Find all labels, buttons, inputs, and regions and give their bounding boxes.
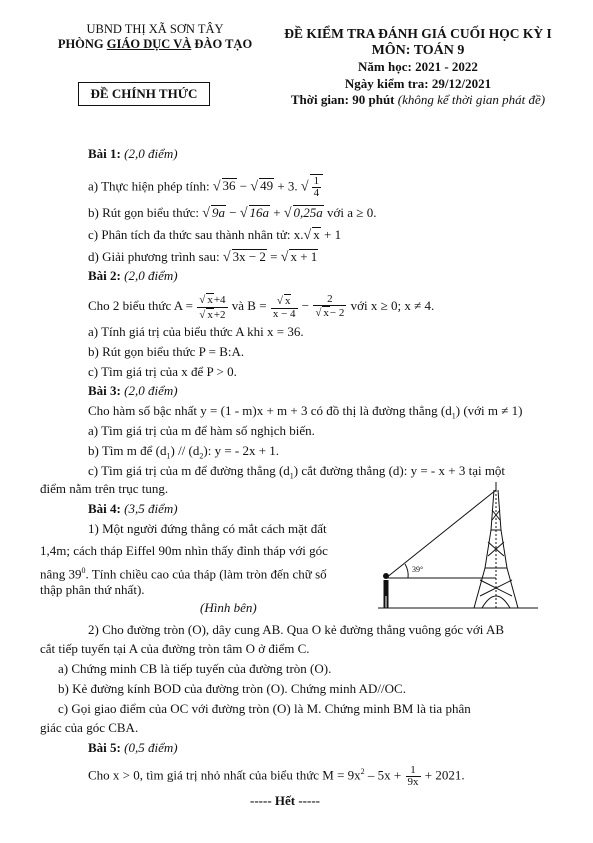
problem-4-1-line-3: nâng $39^0$. Tính chiều cao của tháp (làm tròn đến chữ số: [40, 566, 327, 582]
exam-subject: MÔN: TOÁN 9: [371, 42, 465, 58]
problem-4-2-line-1: 2) Cho đường tròn (O), dây cung AB. Qua O kẻ đường thẳng vuông góc với AB: [88, 622, 505, 637]
angle-label: 39°: [412, 565, 424, 574]
problem-2c: c) Tìm giá trị của x để P > 0.: [88, 364, 237, 379]
problem-4-2c-line-1: c) Gọi giao điểm của OC với đường tròn (O) là M. Chứng minh BM là tia phân: [58, 701, 471, 716]
end-of-exam: ----- Hết -----: [250, 793, 321, 808]
problem-3-heading: Bài 3: (2,0 điểm): [88, 383, 178, 398]
problem-3-intro: Cho hàm số bậc nhất y = (1 - m)x + m + 3 có đồ thị là đường thẳng $(d_1)$ (với m ≠ 1): [88, 403, 523, 421]
problem-2-heading: Bài 2: (2,0 điểm): [88, 268, 178, 283]
problem-2-definitions: Cho 2 biểu thức A = $\frac{√ x+4}{√ x+2}$ và B = $\frac{√ x}{x - 4}$ − $\frac{2}{√ x- 2}$ với x ≥ 0; x ≠ 4.: [88, 293, 435, 321]
problem-1b: b) Rút gọn biểu thức: √ 9a − √ 16a + √ 0,25a với a ≥ 0.: [88, 205, 377, 221]
exam-date: Ngày kiểm tra: 29/12/2021: [344, 75, 492, 91]
exam-title: ĐỀ KIỂM TRA ĐÁNH GIÁ CUỐI HỌC KỲ I: [284, 26, 552, 41]
exam-header: [262, 26, 574, 109]
authority-line-1: UBND THỊ XÃ SƠN TÂY: [86, 22, 224, 36]
line-of-sight: [386, 490, 496, 578]
problem-4-2a: a) Chứng minh CB là tiếp tuyến của đường tròn (O).: [58, 661, 332, 676]
issuing-authority: [40, 22, 270, 52]
problem-4-1-line-1: 1) Một người đứng thẳng có mắt cách mặt đất: [88, 521, 327, 536]
problem-4-heading: Bài 4: (3,5 điểm): [88, 501, 178, 516]
problem-1a: a) Thực hiện phép tính: √ 36 − √ 49 + 3. √ $\frac{1}{4}$: [88, 174, 323, 199]
problem-1c: c) Phân tích đa thức sau thành nhân tử: x.√ x + 1: [88, 227, 342, 243]
expression-a-fraction: $\frac{√ x+4}{√ x+2}$: [199, 293, 226, 321]
problem-4-1-line-2: 1,4m; cách tháp Eiffel 90m nhìn thấy đỉnh tháp với góc: [40, 543, 328, 558]
fraction-one-quarter: $\frac{1}{4}$: [313, 175, 320, 199]
problem-2b: b) Rút gọn biểu thức P = B:A.: [88, 344, 245, 359]
problem-1-heading: Bài 1: (2,0 điểm): [88, 146, 178, 161]
official-exam-badge: ĐỀ CHÍNH THỨC: [78, 82, 210, 106]
problem-1d: d) Giải phương trình sau: √ 3x − 2 = √ x + 1: [88, 249, 318, 265]
school-year: Năm học: 2021 - 2022: [358, 59, 478, 74]
problem-3b: b) Tìm m để $(d_1) // (d_2)$: y = - 2x + 1.: [88, 443, 280, 461]
authority-line-2: PHÒNG GIÁO DỤC VÀ ĐÀO TẠO: [57, 37, 253, 51]
problem-5-heading: Bài 5: (0,5 điểm): [88, 740, 178, 755]
problem-3c-continued: điểm nằm trên trục tung.: [40, 481, 169, 496]
problem-4-2b: b) Kẻ đường kính BOD của đường tròn (O). Chứng minh AD//OC.: [58, 681, 406, 696]
eiffel-tower-figure: [378, 480, 538, 620]
problem-4-1-line-4: thập phân thứ nhất).: [40, 582, 145, 597]
fraction-one-over-9x: $\frac{1}{9x}$: [407, 763, 419, 788]
problem-3c: c) Tìm giá trị của m để đường thẳng $(d_1)$ cắt đường thẳng (d): y = - x + 3 tại một: [88, 463, 506, 481]
angle-arc: [405, 564, 408, 578]
expression-b-second-fraction: $\frac{2}{√ x- 2}$: [315, 293, 345, 320]
problem-3a: a) Tìm giá trị của m để hàm số nghịch biến.: [88, 423, 315, 438]
problem-5-text: Cho x > 0, tìm giá trị nhỏ nhất của biểu thức $M = 9x^2 - 5x$ + $\frac{1}{9x}$ + 2021.: [88, 763, 465, 788]
expression-b-first-fraction: $\frac{√ x}{x - 4}$: [272, 295, 296, 321]
eiffel-tower-icon: [474, 482, 518, 608]
problem-2a: a) Tính giá trị của biểu thức A khi x = 36.: [88, 324, 304, 339]
exam-duration: Thời gian: 90 phút (không kể thời gian phát đề): [290, 92, 546, 107]
problem-4-2-line-2: cắt tiếp tuyến tại A của đường tròn tâm O ở điểm C.: [40, 641, 310, 656]
figure-reference: (Hình bên): [200, 600, 257, 615]
problem-4-2c-line-2: giác của góc CBA.: [40, 720, 139, 735]
